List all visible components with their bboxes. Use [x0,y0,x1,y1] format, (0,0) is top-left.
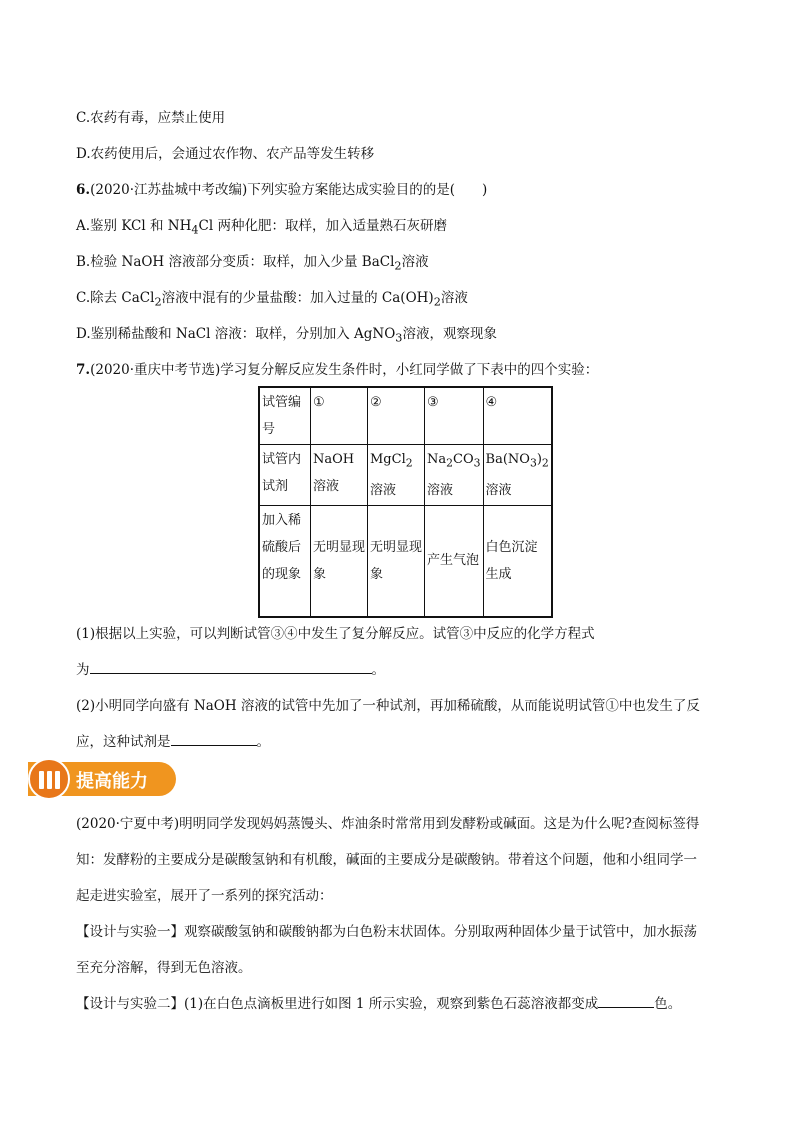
q6-option-b: B.检验 NaOH 溶液部分变质：取样，加入少量 BaCl$_2$溶液 [76,254,429,273]
paragraph-line: 起走进实验室，展开了一系列的探究活动： [76,888,333,904]
table-cell: ④ [483,387,552,445]
question-number: 7. [76,362,91,378]
table-cell: 无明显现象 [368,505,425,617]
q7-part2: (2)小明同学向盛有 NaOH 溶液的试管中先加了一种试剂，再加稀硫酸，从而能说明试管①中也发生了反 [76,698,700,714]
table-cell: 白色沉淀生成 [483,505,552,617]
table-cell: 加入稀硫酸后的现象 [259,505,311,617]
table-cell: 产生气泡 [425,505,484,617]
table-cell: $Ba(NO_3)_2$ 溶液 [483,445,552,506]
option-d: D.农药使用后，会通过农作物、农产品等发生转移 [76,146,375,162]
table-cell: MgCl$_2$ 溶液 [368,445,425,506]
answer-blank[interactable] [598,1006,654,1008]
question-number: 6. [76,182,91,198]
experiment-table [258,386,553,618]
question-text: (2020·江苏盐城中考改编)下列实验方案能达成实验目的的是( ) [90,182,488,198]
table-cell: ① [311,387,368,445]
table-cell: ② [368,387,425,445]
q6-option-d: D.鉴别稀盐酸和 NaCl 溶液：取样，分别加入 AgNO$_3$溶液，观察现象 [76,326,497,345]
paragraph-line: (2020·宁夏中考)明明同学发现妈妈蒸馒头、炸油条时常常用到发酵粉或碱面。这是为什么呢?查阅标签得 [76,816,700,832]
experiment-one-cont: 至充分溶解，得到无色溶液。 [76,960,252,976]
table-row [259,445,552,506]
q7-part1: (1)根据以上实验，可以判断试管③④中发生了复分解反应。试管③中反应的化学方程式 [76,626,595,642]
section-banner [28,758,178,800]
experiment-one: 【设计与实验一】观察碳酸氢钠和碳酸钠都为白色粉末状固体。分别取两种固体少量于试管中，加水振荡 [76,924,697,940]
table-cell: ③ [425,387,484,445]
question-7 [76,358,598,378]
table-cell: NaOH 溶液 [311,445,368,506]
q7-part1-answer-line: 为 。 [76,662,385,678]
table-row [259,387,552,445]
table-cell: 试管内试剂 [259,445,311,506]
answer-blank[interactable] [171,744,257,746]
question-6 [76,178,487,198]
bookshelf-icon [28,758,70,800]
experiment-two: 【设计与实验二】(1)在白色点滴板里进行如图 1 所示实验，观察到紫色石蕊溶液都变成 色。 [76,996,682,1012]
question-text: (2020·重庆中考节选)学习复分解反应发生条件时，小红同学做了下表中的四个实验： [90,362,599,378]
table-cell: 试管编号 [259,387,311,445]
paragraph-line: 知：发酵粉的主要成分是碳酸氢钠和有机酸，碱面的主要成分是碳酸钠。带着这个问题，他和小组同学一 [76,852,697,868]
answer-blank[interactable] [90,672,372,674]
q6-option-a: A.鉴别 KCl 和 $NH_4Cl$ 两种化肥：取样，加入适量熟石灰研磨 [76,218,447,237]
table-cell: $Na_2CO_3$ 溶液 [425,445,484,506]
q6-option-c: C.除去 CaCl$_2$溶液中混有的少量盐酸：加入过量的 $Ca(OH)_2$溶液 [76,290,468,309]
table-cell: 无明显现象 [311,505,368,617]
q7-part2-answer-line: 应，这种试剂是 。 [76,734,270,750]
option-c: C.农药有毒，应禁止使用 [76,110,226,126]
section-title: 提高能力 [76,771,148,792]
table-row [259,505,552,617]
